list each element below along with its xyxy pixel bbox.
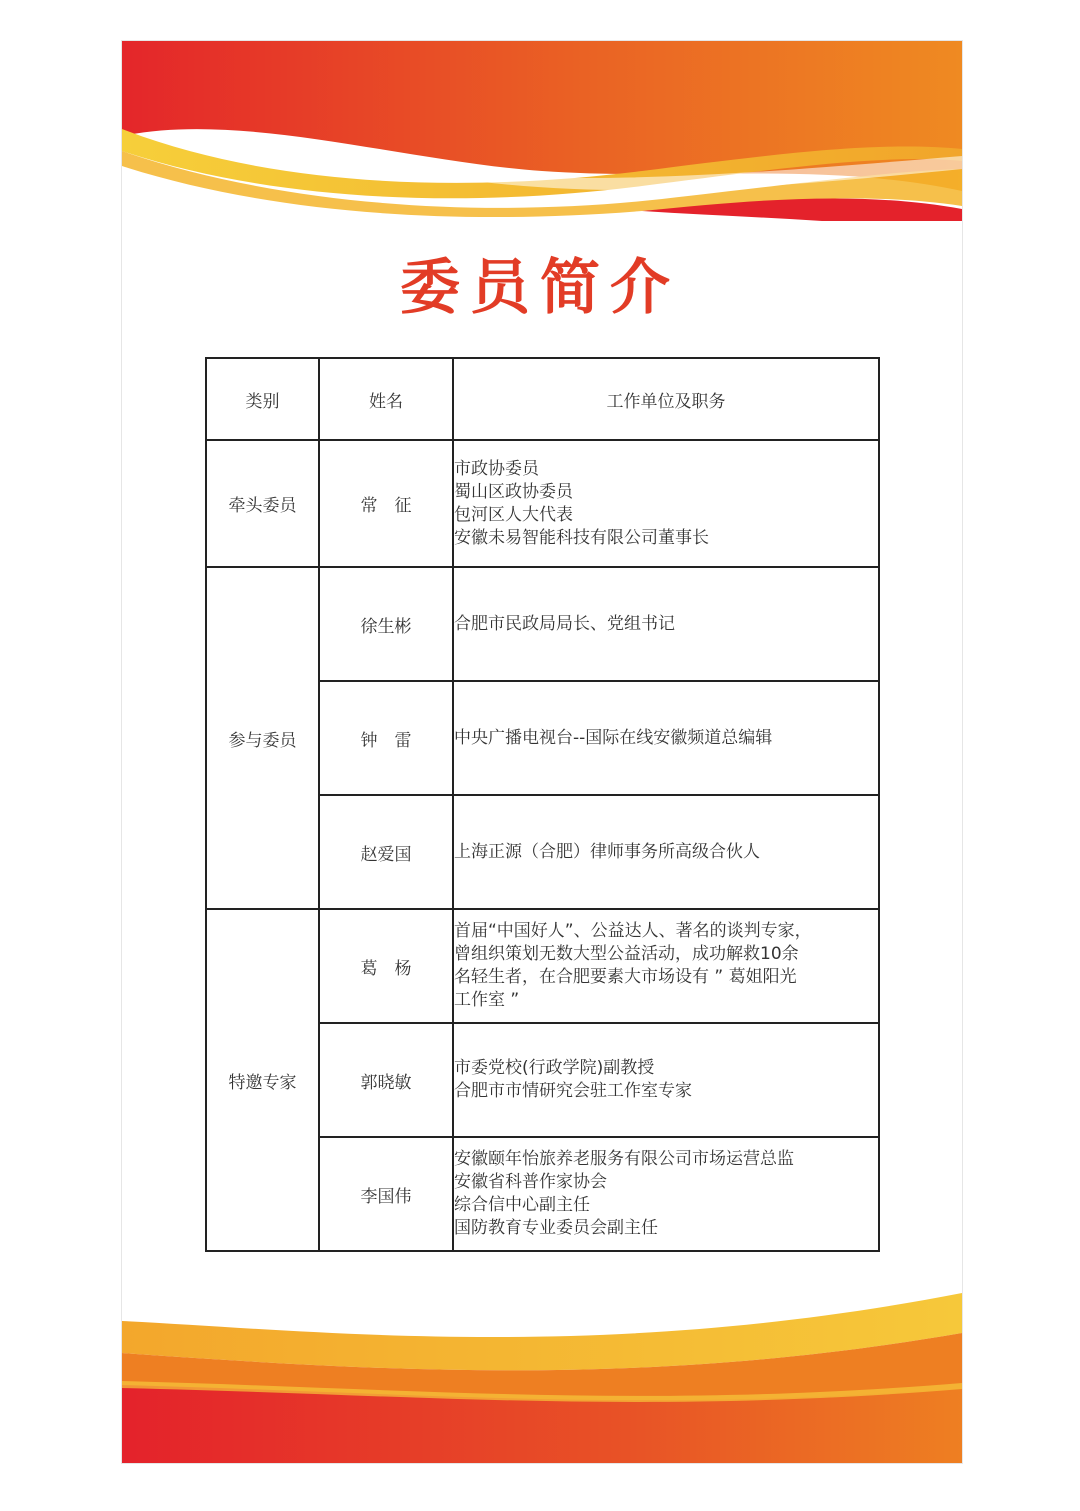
duty-line: 国防教育专业委员会副主任 <box>454 1218 658 1238</box>
duty-cell <box>453 567 879 681</box>
name-cell: 钟 雷 <box>319 681 453 795</box>
table-header-row <box>206 358 879 440</box>
name-cell: 葛 杨 <box>319 909 453 1023</box>
duty-line: 曾组织策划无数大型公益活动，成功解救10余 <box>454 944 799 964</box>
duty-line: 合肥市民政局局长、党组书记 <box>454 613 675 634</box>
table-row <box>206 567 879 681</box>
duty-line: 中央广播电视台--国际在线安徽频道总编辑 <box>454 727 773 748</box>
duty-line: 包河区人大代表 <box>454 504 573 525</box>
duty-line: 合肥市市情研究会驻工作室专家 <box>454 1081 692 1101</box>
top-ribbon-banner <box>122 41 962 221</box>
duty-line: 综合信中心副主任 <box>454 1195 590 1215</box>
name-cell: 赵爱国 <box>319 795 453 909</box>
name-cell: 常 征 <box>319 440 453 567</box>
header-category: 类别 <box>206 358 319 440</box>
name-cell: 郭晓敏 <box>319 1023 453 1137</box>
duty-cell <box>453 440 879 567</box>
category-cell: 特邀专家 <box>206 909 319 1251</box>
bottom-ribbon-banner <box>122 1293 962 1463</box>
name-cell: 徐生彬 <box>319 567 453 681</box>
duty-line: 上海正源（合肥）律师事务所高级合伙人 <box>454 841 760 862</box>
header-name: 姓名 <box>319 358 453 440</box>
duty-line: 工作室 ” <box>454 990 520 1010</box>
duty-line: 市政协委员 <box>454 458 539 479</box>
duty-line: 安徽未易智能科技有限公司董事长 <box>454 527 709 548</box>
member-table <box>205 357 880 1252</box>
duty-line: 安徽省科普作家协会 <box>454 1172 607 1192</box>
duty-line: 首届“中国好人”、公益达人、著名的谈判专家， <box>454 921 812 941</box>
name-cell: 李国伟 <box>319 1137 453 1251</box>
category-cell: 牵头委员 <box>206 440 319 567</box>
table-row <box>206 909 879 1023</box>
page-title: 委员简介 <box>400 253 680 323</box>
duty-line: 蜀山区政协委员 <box>454 481 573 502</box>
duty-cell <box>453 909 879 1023</box>
duty-cell <box>453 681 879 795</box>
duty-cell <box>453 795 879 909</box>
duty-line: 市委党校(行政学院)副教授 <box>454 1058 655 1078</box>
duty-cell <box>453 1137 879 1251</box>
table-row <box>206 440 879 567</box>
category-cell: 参与委员 <box>206 567 319 909</box>
header-duty: 工作单位及职务 <box>453 358 879 440</box>
duty-cell <box>453 1023 879 1137</box>
duty-line: 安徽颐年怡旅养老服务有限公司市场运营总监 <box>454 1149 794 1169</box>
duty-line: 名轻生者，在合肥要素大市场设有 ” 葛姐阳光 <box>454 967 797 987</box>
